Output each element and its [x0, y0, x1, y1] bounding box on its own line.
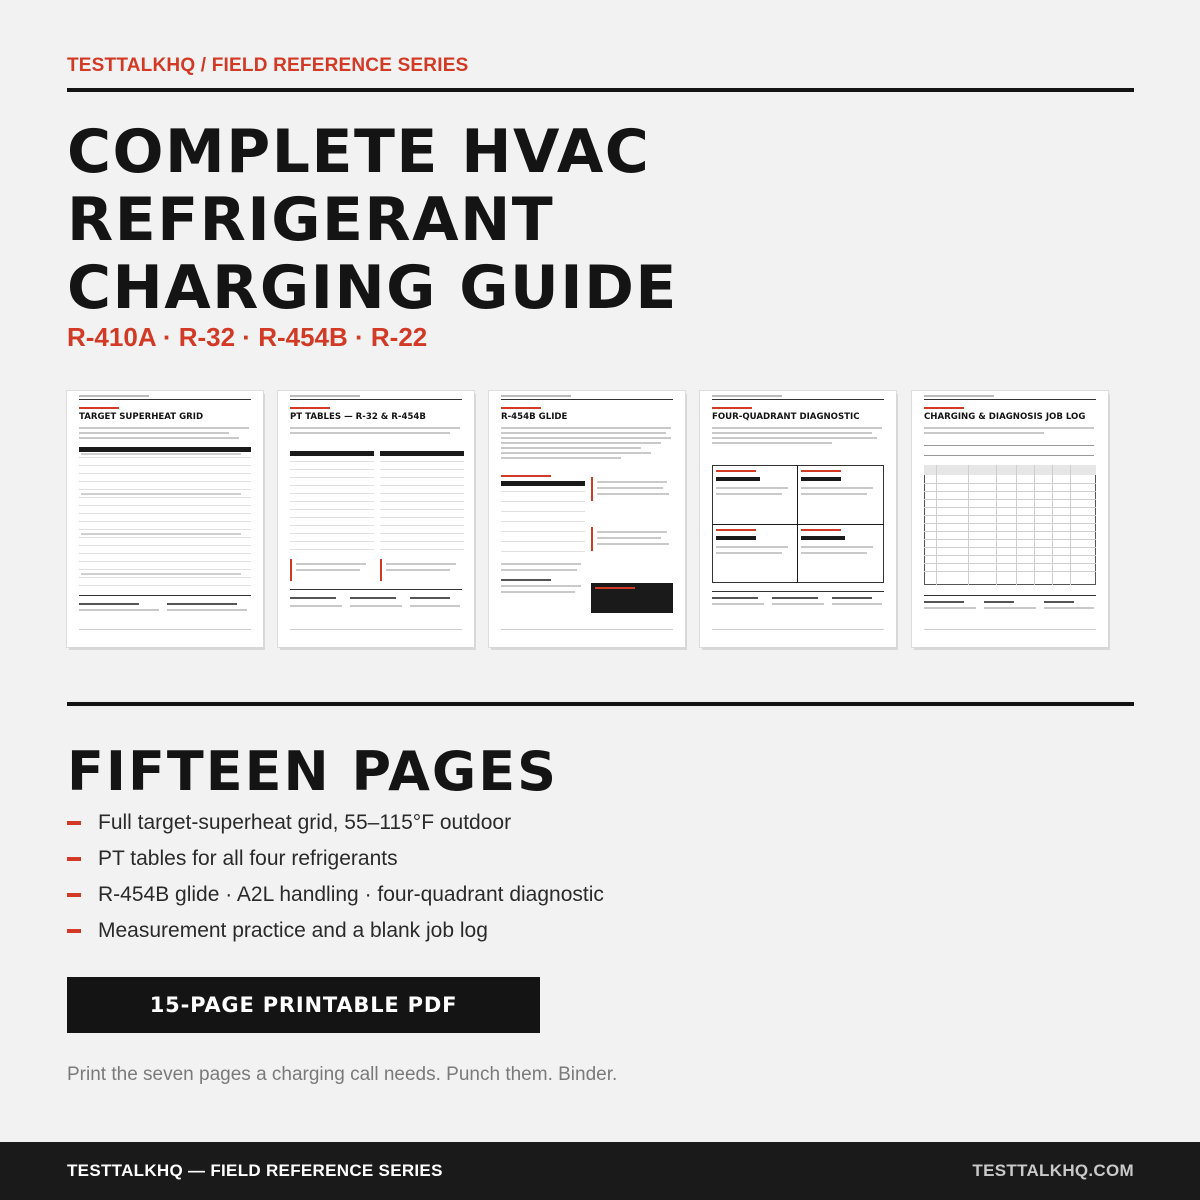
- list-item: [67, 916, 604, 952]
- thumbnail-title: PT TABLES — R-32 & R-454B: [290, 412, 426, 422]
- page-thumbnails: [67, 391, 1134, 653]
- dash-icon: [67, 929, 81, 933]
- thumbnail-title: FOUR-QUADRANT DIAGNOSTIC: [712, 412, 860, 422]
- title-line-1: COMPLETE HVAC: [67, 117, 651, 187]
- thumbnail-pt-tables: [278, 391, 474, 647]
- list-item: [67, 808, 604, 844]
- series-label: TESTTALKHQ / FIELD REFERENCE SERIES: [67, 55, 469, 76]
- section-divider: [67, 702, 1134, 706]
- list-item-text: R-454B glide · A2L handling · four-quadrant diagnostic: [98, 883, 604, 906]
- top-divider: [67, 88, 1134, 92]
- thumbnail-four-quadrant-diagnostic: [700, 391, 896, 647]
- footer: [0, 1142, 1200, 1200]
- title-line-2: REFRIGERANT: [67, 185, 555, 255]
- thumbnail-title: R-454B GLIDE: [501, 412, 568, 422]
- page-title: [67, 118, 678, 322]
- list-item-text: Full target-superheat grid, 55–115°F outdoor: [98, 811, 512, 834]
- thumbnail-job-log: [912, 391, 1108, 647]
- title-line-3: CHARGING GUIDE: [67, 253, 678, 323]
- list-item-text: Measurement practice and a blank job log: [98, 919, 488, 942]
- thumbnail-r454b-glide: [489, 391, 685, 647]
- list-item: [67, 844, 604, 880]
- pdf-button[interactable]: 15-PAGE PRINTABLE PDF: [67, 977, 540, 1033]
- dash-icon: [67, 857, 81, 861]
- dash-icon: [67, 821, 81, 825]
- footer-series: TESTTALKHQ — FIELD REFERENCE SERIES: [67, 1161, 443, 1180]
- list-item-text: PT tables for all four refrigerants: [98, 847, 398, 870]
- refrigerant-list: R-410A · R-32 · R-454B · R-22: [67, 322, 428, 352]
- dash-icon: [67, 893, 81, 897]
- thumbnail-title: CHARGING & DIAGNOSIS JOB LOG: [924, 412, 1086, 422]
- footer-url[interactable]: TESTTALKHQ.COM: [972, 1161, 1134, 1180]
- thumbnail-superheat-grid: [67, 391, 263, 647]
- thumbnail-title: TARGET SUPERHEAT GRID: [79, 412, 204, 422]
- section-heading: FIFTEEN PAGES: [67, 740, 558, 803]
- feature-list: [67, 808, 604, 952]
- list-item: [67, 880, 604, 916]
- usage-note: Print the seven pages a charging call needs. Punch them. Binder.: [67, 1064, 618, 1085]
